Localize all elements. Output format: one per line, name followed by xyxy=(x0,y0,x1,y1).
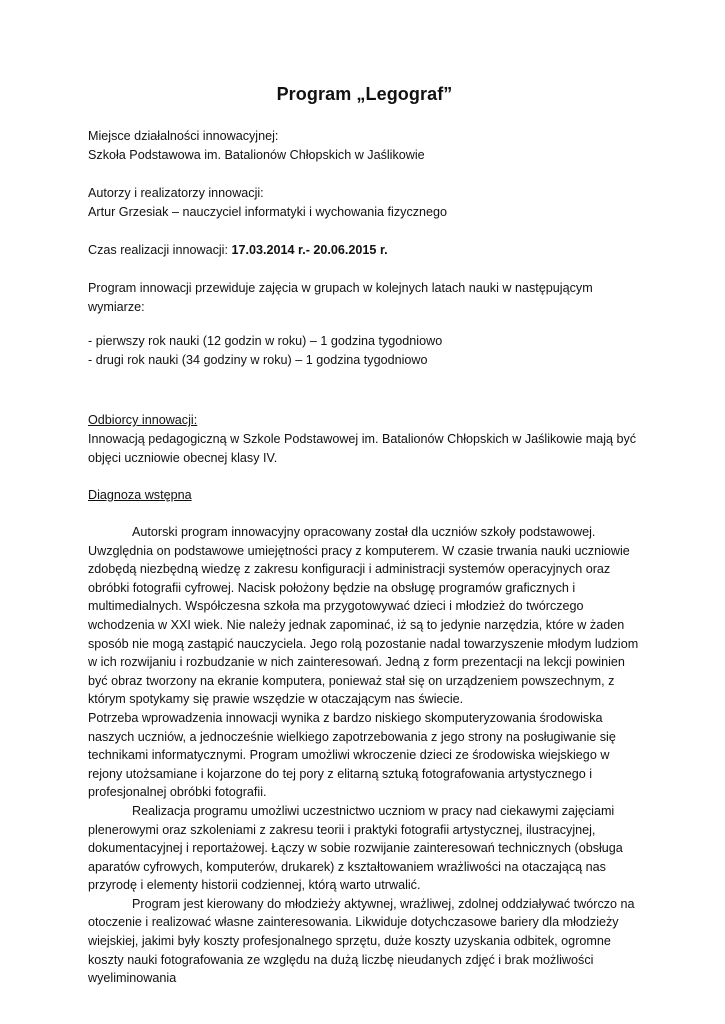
intro-text: Program innowacji przewiduje zajęcia w grupach w kolejnych latach nauki w następującym wymiarze: xyxy=(88,281,593,314)
diagnosis-heading: Diagnoza wstępna xyxy=(88,488,192,502)
document-title: Program „Legograf” xyxy=(276,84,453,104)
period-label: Czas realizacji innowacji: xyxy=(88,243,232,257)
place-label: Miejsce działalności innowacyjnej: xyxy=(88,129,279,143)
recipients-section xyxy=(88,411,641,468)
year-item: - pierwszy rok nauki (12 godzin w roku) – 1 godzina tygodniowo xyxy=(88,334,443,348)
recipients-text: Innowacją pedagogiczną w Szkole Podstawowej im. Batalionów Chłopskich w Jaślikowie mają być objęci uczniowie obecnej klasy IV. xyxy=(88,432,637,465)
authors-label: Autorzy i realizatorzy innowacji: xyxy=(88,186,264,200)
diagnosis-paragraph: Autorski program innowacyjny opracowany został dla uczniów szkoły podstawowej. Uwzględnia on podstawowe umiejętności pracy z komputerem. W czasie trwania nauki uczniowie zdobędą niezbędną wiedzę z zakresu konfiguracji i administracji systemów operacyjnych oraz obróbki fotografii cyfrowej. Nacisk położony będzie na obsługę programów graficznych i multimedialnych. Współczesna szkoła ma przygotowywać dzieci i młodzież do twórczego wchodzenia w XXI wiek. Nie należy jednak zapominać, iż są to jedynie narzędzia, które w żaden sposób nie mogą zastąpić nauczyciela. Jego rolą pozostanie nadal towarzyszenie młodym ludziom w ich rozwijaniu i rozbudzanie w nich zainteresowań. Jedną z form prezentacji na lekcji powinien być obraz tworzony na ekranie komputera, ponieważ stał się on urządzeniem powszechnym, z którym spotykamy się prawie wszędzie w otaczającym nas świecie. xyxy=(88,525,639,707)
intro-section xyxy=(88,279,641,317)
diagnosis-body xyxy=(88,523,641,988)
authors-value: Artur Grzesiak – nauczyciel informatyki i wychowania fizycznego xyxy=(88,205,448,219)
diagnosis-paragraph: Program jest kierowany do młodzieży aktywnej, wrażliwej, zdolnej oddziaływać twórczo na otoczenie i realizować własne zainteresowania. Likwiduje dotychczasowe bariery dla młodzieży wiejskiej, jakimi były koszty profesjonalnego sprzętu, duże koszty uzyskania odbitek, ogromne koszty nauki fotografowania ze względu na dużą liczbę nieudanych zdjęć i brak możliwości wyeliminowania xyxy=(88,896,635,986)
place-value: Szkoła Podstawowa im. Batalionów Chłopskich w Jaślikowie xyxy=(88,148,425,162)
year-item: - drugi rok nauki (34 godziny w roku) – 1 godzina tygodniowo xyxy=(88,353,428,367)
period-section xyxy=(88,241,641,260)
place-section xyxy=(88,127,641,165)
years-list xyxy=(88,332,641,370)
authors-section xyxy=(88,184,641,222)
period-value: 17.03.2014 r.- 20.06.2015 r. xyxy=(231,243,388,257)
diagnosis-paragraph: Realizacja programu umożliwi uczestnictwo uczniom w pracy nad ciekawymi zajęciami plenerowymi oraz szkoleniami z zakresu teorii i praktyki fotografii artystycznej, ilustracyjnej, dokumentacyjnej i reportażowej. Łączy w sobie rozwijanie zainteresowań technicznych (obsługa aparatów cyfrowych, komputerów, drukarek) z kształtowaniem wrażliwości na otaczającą nas przyrodę i elementy historii codziennej, którą warto utrwalić. xyxy=(88,803,623,893)
diagnosis-heading-block xyxy=(88,486,641,505)
recipients-heading: Odbiorcy innowacji: xyxy=(88,413,198,427)
diagnosis-paragraph: Potrzeba wprowadzenia innowacji wynika z bardzo niskiego skomputeryzowania środowiska naszych uczniów, a jednocześnie wielkiego zapotrzebowania z jego strony na posługiwanie się technikami informatycznymi. Program umożliwi wkroczenie dzieci ze środowiska wiejskiego w rejony utożsamiane i kojarzone do tej pory z elitarną sztuką fotografowania artystycznego i profesjonalnej obróbki fotografii. xyxy=(88,710,616,800)
